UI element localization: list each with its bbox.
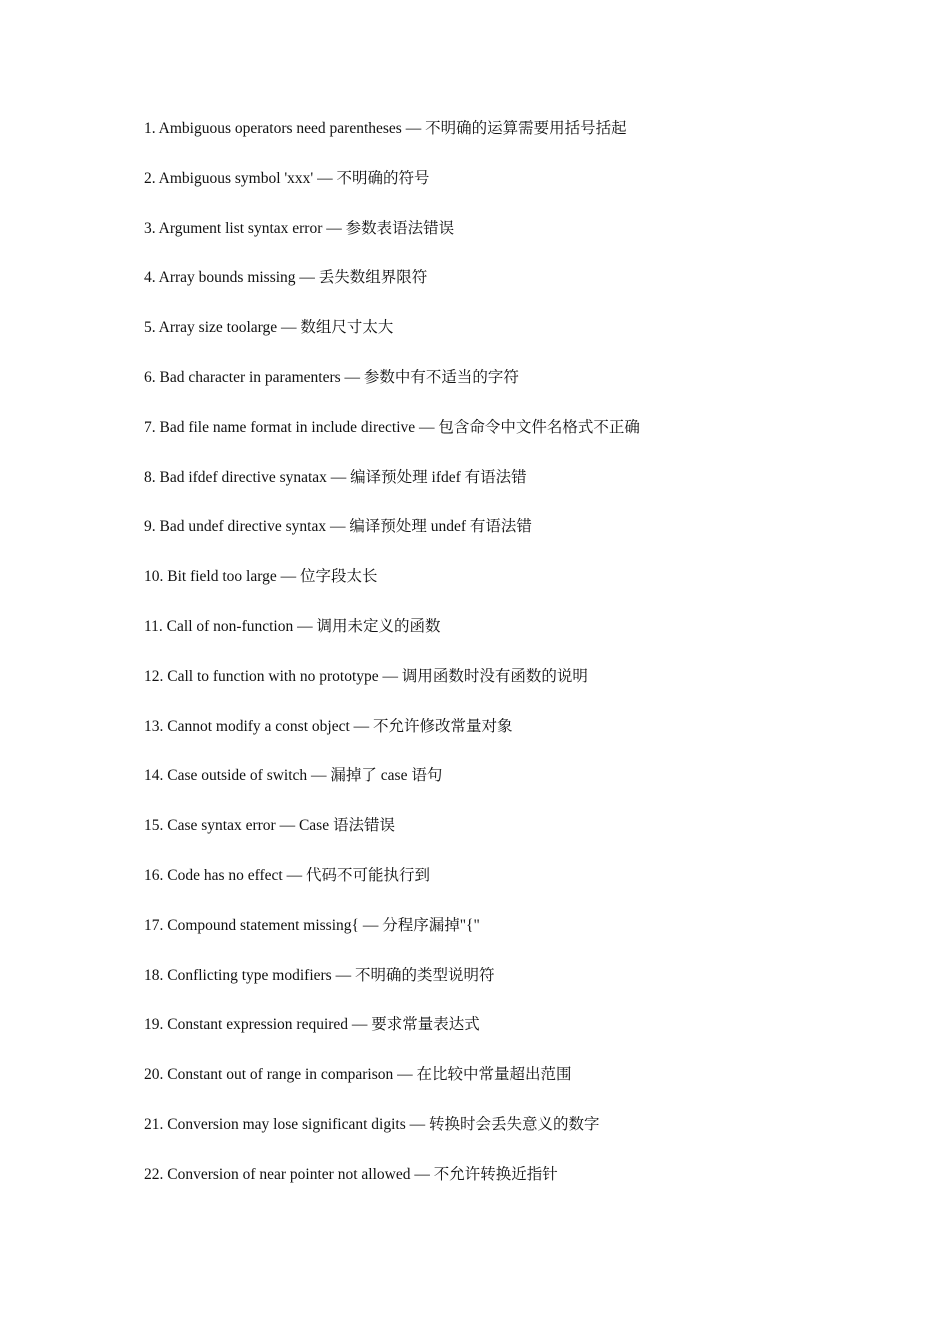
list-item [144,1010,640,1060]
list-item [144,413,640,463]
entry-text: 18. Conflicting type modifiers — 不明确的类型说明符 [144,966,495,984]
list-item [144,363,640,413]
entry-text: 17. Compound statement missing{ — 分程序漏掉"{" [144,916,480,934]
list-item [144,961,640,1011]
entry-text: 21. Conversion may lose significant digits — 转换时会丢失意义的数字 [144,1115,600,1133]
entry-text: 15. Case syntax error — Case 语法错误 [144,817,395,835]
entry-text: 22. Conversion of near pointer not allowed — 不允许转换近指针 [144,1165,558,1183]
list-item [144,911,640,961]
list-item [144,1060,640,1110]
error-message-list [144,114,640,1210]
list-item [144,712,640,762]
entry-text: 14. Case outside of switch — 漏掉了 case 语句 [144,767,443,785]
list-item [144,214,640,264]
entry-text: 6. Bad character in paramenters — 参数中有不适当的字符 [144,368,519,386]
list-item [144,662,640,712]
list-item [144,1160,640,1210]
entry-text: 8. Bad ifdef directive synatax — 编译预处理 ifdef 有语法错 [144,468,527,486]
entry-text: 19. Constant expression required — 要求常量表达式 [144,1016,480,1034]
entry-text: 9. Bad undef directive syntax — 编译预处理 undef 有语法错 [144,518,532,536]
entry-text: 2. Ambiguous symbol 'xxx' — 不明确的符号 [144,169,430,187]
list-item [144,463,640,513]
entry-text: 16. Code has no effect — 代码不可能执行到 [144,866,430,884]
list-item [144,612,640,662]
list-item [144,313,640,363]
entry-text: 3. Argument list syntax error — 参数表语法错误 [144,219,455,237]
entry-text: 20. Constant out of range in comparison — 在比较中常量超出范围 [144,1066,572,1084]
entry-text: 7. Bad file name format in include directive — 包含命令中文件名格式不正确 [144,418,640,436]
entry-text: 10. Bit field too large — 位字段太长 [144,568,378,586]
list-item [144,164,640,214]
entry-text: 12. Call to function with no prototype — 调用函数时没有函数的说明 [144,667,588,685]
entry-text: 13. Cannot modify a const object — 不允许修改常量对象 [144,717,513,735]
entry-text: 1. Ambiguous operators need parentheses — 不明确的运算需要用括号括起 [144,120,627,137]
list-item [144,811,640,861]
list-item [144,861,640,911]
list-item [144,263,640,313]
entry-text: 4. Array bounds missing — 丢失数组界限符 [144,269,428,287]
entry-text: 5. Array size toolarge — 数组尺寸太大 [144,319,394,337]
list-item [144,562,640,612]
list-item [144,512,640,562]
list-item [144,761,640,811]
list-item [144,114,640,164]
list-item [144,1110,640,1160]
entry-text: 11. Call of non-function — 调用未定义的函数 [144,617,441,635]
